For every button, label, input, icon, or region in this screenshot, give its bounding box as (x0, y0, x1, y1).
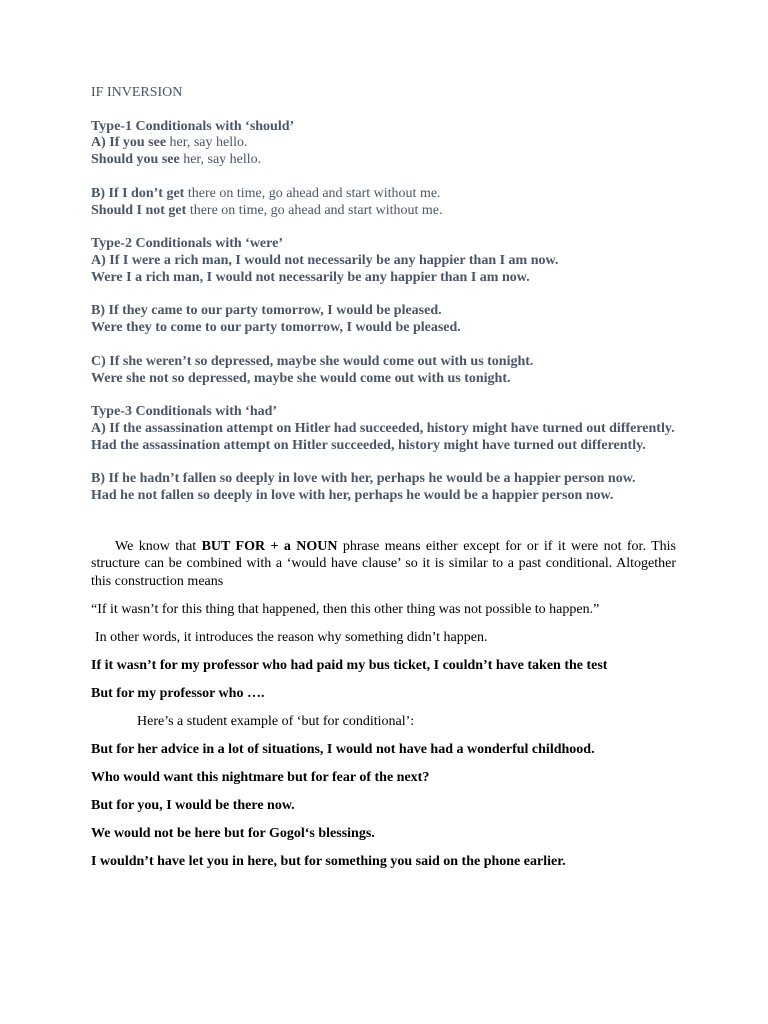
type1-a1 (91, 135, 676, 152)
type1-b2 (91, 203, 676, 220)
butfor-example-e: I wouldn’t have let you in here, but for something you said on the phone earlier. (91, 853, 566, 869)
type2-a2: Were I a rich man, I would not necessarily be any happier than I am now. (91, 269, 530, 285)
butfor-example-b: Who would want this nightmare but for fear of the next? (91, 769, 430, 785)
type3-b1: B) If he hadn’t fallen so deeply in love with her, perhaps he would be a happier person now. (91, 471, 636, 487)
butfor-quote: “If it wasn’t for this thing that happened, then this other thing was not possible to happen.” (91, 601, 600, 617)
butfor-other-words: In other words, it introduces the reason why something didn’t happen. (95, 629, 488, 645)
type1-a2-rest: her, say hello. (179, 152, 262, 168)
type1-b2-bold: Should I not get (91, 202, 187, 218)
type3-b2: Had he not fallen so deeply in love with her, perhaps he would be a happier person now. (91, 488, 614, 504)
type1-a2 (91, 152, 676, 169)
type1-a2-bold: Should you see (91, 152, 180, 168)
butfor-example2: But for my professor who …. (91, 685, 265, 701)
type1-b2-rest: there on time, go ahead and start without me. (186, 202, 443, 218)
butfor-intro-bold: BUT FOR + a NOUN (201, 538, 338, 554)
type2-heading: Type-2 Conditionals with ‘were’ (91, 236, 283, 252)
type1-a1-rest: her, say hello. (166, 135, 248, 151)
type1-b1-bold: B) If I don’t get (91, 185, 185, 201)
type3-a2: Had the assassination attempt on Hitler succeeded, history might have turned out differently. (91, 437, 646, 453)
type2-b2: Were they to come to our party tomorrow, I would be pleased. (91, 320, 461, 336)
type2-a1: A) If I were a rich man, I would not necessarily be any happier than I am now. (91, 252, 559, 268)
butfor-intro-post: phrase means either except for or if it were not for. This structure can be combined with a ‘would have clause’ so it is similar to a past conditional. Altogether this construction means (91, 538, 676, 589)
document-body (91, 85, 676, 870)
type3-a1: A) If the assassination attempt on Hitler had succeeded, history might have turned out differently. (91, 420, 675, 436)
butfor-intro (91, 538, 676, 590)
butfor-example1: If it wasn’t for my professor who had paid my bus ticket, I couldn’t have taken the test (91, 657, 608, 673)
type1-a1-bold: A) If you see (91, 135, 167, 151)
type1-b1 (91, 186, 676, 203)
type1-b1-rest: there on time, go ahead and start without me. (184, 185, 441, 201)
type3-heading: Type-3 Conditionals with ‘had’ (91, 404, 278, 420)
butfor-example-d: We would not be here but for Gogol‘s blessings. (91, 825, 375, 841)
butfor-student-intro: Here’s a student example of ‘but for conditional’: (137, 713, 415, 729)
doc-title: IF INVERSION (91, 85, 183, 100)
butfor-example-a: But for her advice in a lot of situations, I would not have had a wonderful childhood. (91, 741, 595, 757)
type1-heading: Type-1 Conditionals with ‘should’ (91, 118, 295, 134)
type2-b1: B) If they came to our party tomorrow, I would be pleased. (91, 303, 442, 319)
butfor-example-c: But for you, I would be there now. (91, 797, 295, 813)
butfor-intro-pre: We know that (115, 538, 202, 554)
type2-c2: Were she not so depressed, maybe she would come out with us tonight. (91, 370, 511, 386)
type2-c1: C) If she weren’t so depressed, maybe she would come out with us tonight. (91, 353, 534, 369)
